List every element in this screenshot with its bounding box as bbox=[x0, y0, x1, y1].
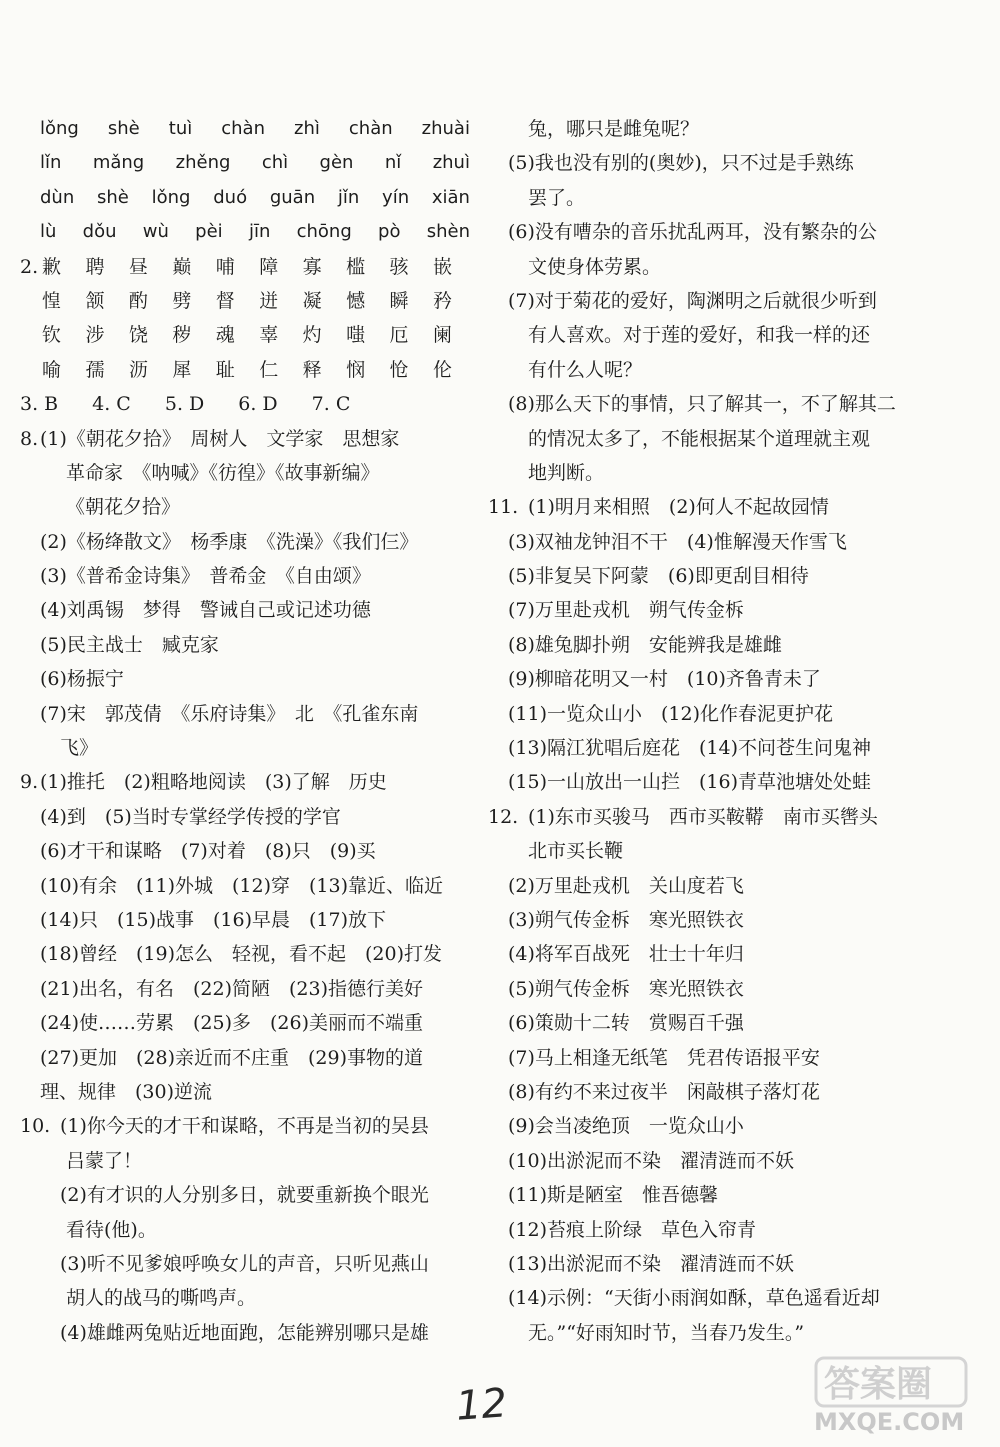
answer-text: (13)隔江犹唱后庭花 (14)不问苍生问鬼神 bbox=[508, 737, 872, 760]
answer-line bbox=[20, 937, 470, 971]
answer-text: (2)有才识的人分别多日，就要重新换个眼光 bbox=[60, 1184, 429, 1207]
pinyin-syllable: xiān bbox=[431, 186, 470, 208]
pinyin-syllable: shè bbox=[97, 186, 129, 208]
answer-text: 革命家 《呐喊》《彷徨》《故事新编》 bbox=[66, 461, 380, 484]
answer-text: (7)宋 郭茂倩 《乐府诗集》 北 《孔雀东南 bbox=[40, 702, 419, 725]
pinyin-syllable: zhì bbox=[294, 118, 320, 139]
answer-line bbox=[488, 146, 978, 180]
pinyin-row bbox=[20, 146, 470, 180]
answer-line bbox=[488, 937, 978, 971]
character: 障 bbox=[259, 255, 279, 278]
answer-text: (3)听不见爹娘呼唤女儿的声音，只听见燕山 bbox=[60, 1252, 429, 1275]
question-number: 11. bbox=[488, 496, 519, 519]
answer-line bbox=[488, 1178, 978, 1212]
answer-line bbox=[488, 1075, 978, 1109]
character: 钦 bbox=[42, 324, 62, 347]
answer-text: (1)东市买骏马 西市买鞍鞯 南市买辔头 bbox=[528, 805, 878, 828]
answer-text: (5)民主战士 臧克家 bbox=[40, 633, 219, 656]
answer-line bbox=[488, 387, 978, 421]
character: 嵌 bbox=[432, 255, 452, 278]
character-row bbox=[20, 318, 452, 352]
answer-text: (1)《朝花夕拾》 周树人 文学家 思想家 bbox=[40, 427, 400, 450]
character: 矜 bbox=[432, 289, 452, 312]
answer-line bbox=[488, 1247, 978, 1281]
answer-line bbox=[20, 1041, 470, 1075]
answer-line bbox=[20, 800, 470, 834]
answer-text: 吕蒙了！ bbox=[66, 1149, 143, 1172]
character: 涉 bbox=[85, 324, 105, 347]
answer-line bbox=[488, 834, 978, 868]
character: 巅 bbox=[172, 255, 192, 278]
pinyin-block bbox=[20, 112, 470, 250]
answer-line bbox=[488, 284, 978, 318]
pinyin-syllable: chì bbox=[261, 152, 289, 174]
answer-text: (3)《普希金诗集》 普希金 《自由颂》 bbox=[40, 565, 371, 588]
character: 仁 bbox=[259, 358, 279, 381]
answer-text: (9)会当凌绝顶 一览众山小 bbox=[508, 1115, 744, 1138]
answer-line bbox=[20, 1178, 470, 1212]
character: 悯 bbox=[346, 358, 366, 381]
answer-line bbox=[488, 1109, 978, 1143]
answer-line bbox=[20, 1075, 470, 1109]
choice-answer: 7. C bbox=[311, 393, 351, 416]
pinyin-syllable: chàn bbox=[221, 118, 265, 139]
answer-line bbox=[488, 765, 978, 799]
answer-line bbox=[488, 628, 978, 662]
answer-text: (4)到 (5)当时专掌经学传授的学官 bbox=[40, 805, 341, 828]
answer-text: 地判断。 bbox=[528, 461, 605, 484]
answer-text: (21)出名，有名 (22)简陋 (23)指德行美好 bbox=[40, 977, 424, 1000]
character: 嗤 bbox=[346, 324, 366, 347]
character: 灼 bbox=[302, 324, 322, 347]
answer-text: 文使身体劳累。 bbox=[528, 255, 662, 278]
answer-line bbox=[488, 525, 978, 559]
answer-line bbox=[20, 456, 470, 490]
pinyin-syllable: gèn bbox=[319, 152, 354, 174]
answer-line bbox=[488, 1281, 978, 1315]
answer-line bbox=[488, 456, 978, 490]
character: 孺 bbox=[85, 358, 105, 381]
answer-line bbox=[488, 731, 978, 765]
character: 凝 bbox=[302, 289, 322, 312]
answer-line bbox=[20, 1006, 470, 1040]
character: 骇 bbox=[389, 255, 409, 278]
pinyin-syllable: guān bbox=[269, 186, 316, 208]
answer-line bbox=[20, 1144, 470, 1178]
answer-text: 理、规律 (30)逆流 bbox=[40, 1080, 213, 1103]
character-row bbox=[20, 250, 452, 284]
answer-text: (1)明月来相照 (2)何人不起故园情 bbox=[528, 496, 829, 519]
pinyin-syllable: lǐn bbox=[40, 152, 62, 174]
answer-text: (1)你今天的才干和谋略，不再是当初的吴县 bbox=[60, 1115, 429, 1138]
character: 辜 bbox=[259, 324, 279, 347]
left-answer-lines bbox=[20, 422, 470, 1351]
answer-line bbox=[488, 1144, 978, 1178]
answer-line bbox=[20, 731, 470, 765]
pinyin-syllable: wù bbox=[142, 221, 169, 243]
question-number: 10. bbox=[20, 1115, 51, 1138]
watermark-logo bbox=[812, 1352, 990, 1434]
answer-text: (14)只 (15)战事 (16)早晨 (17)放下 bbox=[40, 908, 387, 931]
character-row bbox=[20, 353, 452, 387]
answer-text: (6)策勋十二转 赏赐百千强 bbox=[508, 1012, 744, 1035]
answer-text: 飞》 bbox=[60, 737, 99, 760]
character: 饶 bbox=[128, 324, 148, 347]
answer-line bbox=[488, 559, 978, 593]
answer-line bbox=[20, 422, 470, 456]
answer-text: (6)才干和谋略 (7)对着 (8)只 (9)买 bbox=[40, 840, 376, 863]
answer-line bbox=[20, 697, 470, 731]
answer-line bbox=[20, 1247, 470, 1281]
answer-line bbox=[20, 903, 470, 937]
pinyin-syllable: shèn bbox=[426, 221, 470, 243]
answer-text: 的情况太多了，不能根据某个道理就主观 bbox=[528, 427, 871, 450]
pinyin-syllable: jǐn bbox=[337, 186, 360, 208]
answer-text: (12)苔痕上阶绿 草色入帘青 bbox=[508, 1218, 757, 1241]
character: 喻 bbox=[42, 358, 62, 381]
watermark-logo-text: 答案圈 bbox=[824, 1364, 933, 1405]
answer-text: 有人喜欢。对于莲的爱好，和我一样的还 bbox=[528, 324, 871, 347]
answer-text: (3)双袖龙钟泪不干 (4)惟解漫天作雪飞 bbox=[508, 530, 847, 553]
answer-text: 无。”“好雨知时节，当春乃发生。” bbox=[528, 1321, 805, 1344]
answer-line bbox=[20, 765, 470, 799]
pinyin-syllable: duó bbox=[213, 186, 248, 208]
character: 厄 bbox=[389, 324, 409, 347]
pinyin-syllable: zhěng bbox=[175, 152, 231, 174]
character-row bbox=[20, 284, 452, 318]
pinyin-syllable: shè bbox=[107, 118, 140, 139]
character: 释 bbox=[302, 358, 322, 381]
pinyin-syllable: yín bbox=[382, 186, 410, 208]
pinyin-syllable: lǒng bbox=[151, 186, 191, 208]
multiple-choice-answers bbox=[20, 387, 470, 421]
pinyin-syllable: chōng bbox=[296, 221, 352, 243]
answer-text: (14)示例：“天街小雨润如酥，草色遥看近却 bbox=[508, 1287, 880, 1310]
character: 迸 bbox=[259, 289, 279, 312]
pinyin-syllable: jīn bbox=[248, 221, 271, 243]
answer-line bbox=[488, 318, 978, 352]
answer-line bbox=[488, 1316, 978, 1350]
answer-text: (7)万里赴戎机 朔气传金柝 bbox=[508, 599, 744, 622]
pinyin-syllable: zhuài bbox=[421, 118, 470, 139]
question-number: 8. bbox=[20, 427, 39, 450]
character: 怆 bbox=[389, 358, 409, 381]
character: 犀 bbox=[172, 358, 192, 381]
answer-text: (11)斯是陋室 惟吾德馨 bbox=[508, 1184, 719, 1207]
answer-text: (18)曾经 (19)怎么 轻视，看不起 (20)打发 bbox=[40, 943, 443, 966]
answer-text: (5)非复吴下阿蒙 (6)即更刮目相待 bbox=[508, 565, 809, 588]
answer-text: (13)出淤泥而不染 濯清涟而不妖 bbox=[508, 1252, 795, 1275]
character: 哺 bbox=[215, 255, 235, 278]
pinyin-syllable: pò bbox=[378, 221, 401, 243]
answer-text: (8)有约不来过夜半 闲敲棋子落灯花 bbox=[508, 1080, 820, 1103]
answer-text: 罢了。 bbox=[528, 186, 586, 209]
answer-line bbox=[20, 628, 470, 662]
answer-line bbox=[488, 593, 978, 627]
answer-text: 看待(他)。 bbox=[66, 1218, 157, 1241]
page-number: 12 bbox=[454, 1380, 509, 1430]
answer-text: (4)将军百战死 壮士十年归 bbox=[508, 943, 744, 966]
left-column bbox=[20, 112, 470, 1350]
pinyin-syllable: lǒng bbox=[40, 118, 79, 139]
watermark-url: MXQE.COM bbox=[814, 1408, 965, 1434]
question-number: 9. bbox=[20, 771, 39, 794]
answer-text: (10)有余 (11)外城 (12)穿 (13)靠近、临近 bbox=[40, 874, 444, 897]
answer-text: 北市买长鞭 bbox=[528, 840, 624, 863]
answer-line bbox=[488, 972, 978, 1006]
answer-text: (10)出淤泥而不染 濯清涟而不妖 bbox=[508, 1149, 795, 1172]
character: 阑 bbox=[432, 324, 452, 347]
choice-answer: 6. D bbox=[238, 393, 278, 416]
answer-line bbox=[20, 662, 470, 696]
answer-text: 《朝花夕拾》 bbox=[66, 496, 181, 519]
answer-line bbox=[488, 662, 978, 696]
answer-text: (4)雄雌两兔贴近地面跑，怎能辨别哪只是雄 bbox=[60, 1321, 429, 1344]
character: 伦 bbox=[432, 358, 452, 381]
answer-line bbox=[488, 112, 978, 146]
answer-text: 有什么人呢？ bbox=[528, 358, 643, 381]
character: 酌 bbox=[128, 289, 148, 312]
pinyin-row bbox=[20, 215, 470, 249]
answer-text: (9)柳暗花明又一村 (10)齐鲁青未了 bbox=[508, 668, 821, 691]
pinyin-syllable: chàn bbox=[348, 118, 393, 139]
pinyin-syllable: mǎng bbox=[92, 152, 145, 174]
answer-text: (7)马上相逢无纸笔 凭君传语报平安 bbox=[508, 1046, 820, 1069]
answer-line bbox=[20, 525, 470, 559]
answer-line bbox=[488, 697, 978, 731]
character: 聘 bbox=[85, 255, 105, 278]
question-number: 12. bbox=[488, 805, 519, 828]
answer-text: (8)那么天下的事情，只了解其一，不了解其二 bbox=[508, 393, 896, 416]
character: 劈 bbox=[172, 289, 192, 312]
question-number: 2. bbox=[20, 255, 39, 278]
pinyin-syllable: tuì bbox=[168, 118, 193, 139]
answer-line bbox=[20, 1109, 470, 1143]
answer-line bbox=[488, 490, 978, 524]
choice-answer: 3. B bbox=[20, 393, 59, 416]
character: 瞬 bbox=[389, 289, 409, 312]
answer-text: 兔，哪只是雌兔呢？ bbox=[528, 118, 700, 140]
pinyin-syllable: nǐ bbox=[384, 152, 402, 174]
answer-text: (24)使……劳累 (25)多 (26)美丽而不端重 bbox=[40, 1012, 424, 1035]
character: 沥 bbox=[128, 358, 148, 381]
character: 寡 bbox=[302, 255, 322, 278]
answer-line bbox=[488, 181, 978, 215]
answer-text: (27)更加 (28)亲近而不庄重 (29)事物的道 bbox=[40, 1046, 424, 1069]
answer-text: (8)雄兔脚扑朔 安能辨我是雄雌 bbox=[508, 633, 782, 656]
character: 昼 bbox=[128, 255, 148, 278]
answer-text: (15)一山放出一山拦 (16)青草池塘处处蛙 bbox=[508, 771, 872, 794]
answer-text: (2)万里赴戎机 关山度若飞 bbox=[508, 874, 744, 897]
answer-line bbox=[488, 800, 978, 834]
choice-answer: 4. C bbox=[92, 393, 131, 416]
answer-text: (1)推托 (2)粗略地阅读 (3)了解 历史 bbox=[40, 771, 387, 794]
character: 颔 bbox=[85, 289, 105, 312]
character: 耻 bbox=[215, 358, 235, 381]
character: 督 bbox=[215, 289, 235, 312]
pinyin-syllable: lù bbox=[40, 221, 57, 243]
character: 魂 bbox=[215, 324, 235, 347]
answer-text: (6)没有嘈杂的音乐扰乱两耳，没有繁杂的公 bbox=[508, 221, 877, 244]
answer-text: (7)对于菊花的爱好，陶渊明之后就很少听到 bbox=[508, 289, 877, 312]
answer-line bbox=[488, 1006, 978, 1040]
answer-text: (3)朔气传金柝 寒光照铁衣 bbox=[508, 908, 744, 931]
right-column bbox=[488, 112, 978, 1350]
answer-line bbox=[20, 490, 470, 524]
answer-line bbox=[488, 353, 978, 387]
pinyin-syllable: dǒu bbox=[82, 221, 117, 243]
answer-line bbox=[488, 1213, 978, 1247]
answer-line bbox=[488, 215, 978, 249]
pinyin-row bbox=[20, 181, 470, 215]
answer-text: (5)朔气传金柝 寒光照铁衣 bbox=[508, 977, 744, 1000]
answer-text: (4)刘禹锡 梦得 警诫自己或记述功德 bbox=[40, 599, 371, 622]
answer-line bbox=[20, 593, 470, 627]
answer-line bbox=[488, 250, 978, 284]
choice-answer: 5. D bbox=[164, 393, 205, 416]
answer-text: (2)《杨绛散文》 杨季康 《洗澡》《我们仨》 bbox=[40, 530, 419, 553]
character: 歉 bbox=[42, 255, 62, 278]
chinese-characters-block bbox=[20, 250, 470, 388]
answer-text: (11)一览众山小 (12)化作春泥更护花 bbox=[508, 702, 834, 725]
answer-line bbox=[488, 1041, 978, 1075]
character: 惶 bbox=[42, 289, 62, 312]
character: 秽 bbox=[172, 324, 192, 347]
right-answer-lines bbox=[488, 112, 978, 1350]
answer-text: (6)杨振宁 bbox=[40, 668, 124, 691]
answer-line bbox=[20, 1213, 470, 1247]
answer-line bbox=[488, 422, 978, 456]
pinyin-syllable: pèi bbox=[195, 221, 223, 243]
character: 槛 bbox=[346, 255, 366, 278]
answer-line bbox=[20, 1316, 470, 1350]
pinyin-syllable: zhuì bbox=[432, 152, 470, 174]
answer-text: 胡人的战马的嘶鸣声。 bbox=[66, 1287, 257, 1310]
answer-line bbox=[488, 903, 978, 937]
answer-line bbox=[20, 972, 470, 1006]
answer-line bbox=[20, 1281, 470, 1315]
answer-line bbox=[20, 834, 470, 868]
pinyin-syllable: dùn bbox=[40, 186, 75, 208]
answer-line bbox=[20, 559, 470, 593]
answer-text: (5)我也没有别的(奥妙)，只不过是手熟练 bbox=[508, 152, 854, 175]
character: 憾 bbox=[346, 289, 366, 312]
answer-line bbox=[488, 869, 978, 903]
pinyin-row bbox=[20, 112, 470, 146]
answer-line bbox=[20, 869, 470, 903]
